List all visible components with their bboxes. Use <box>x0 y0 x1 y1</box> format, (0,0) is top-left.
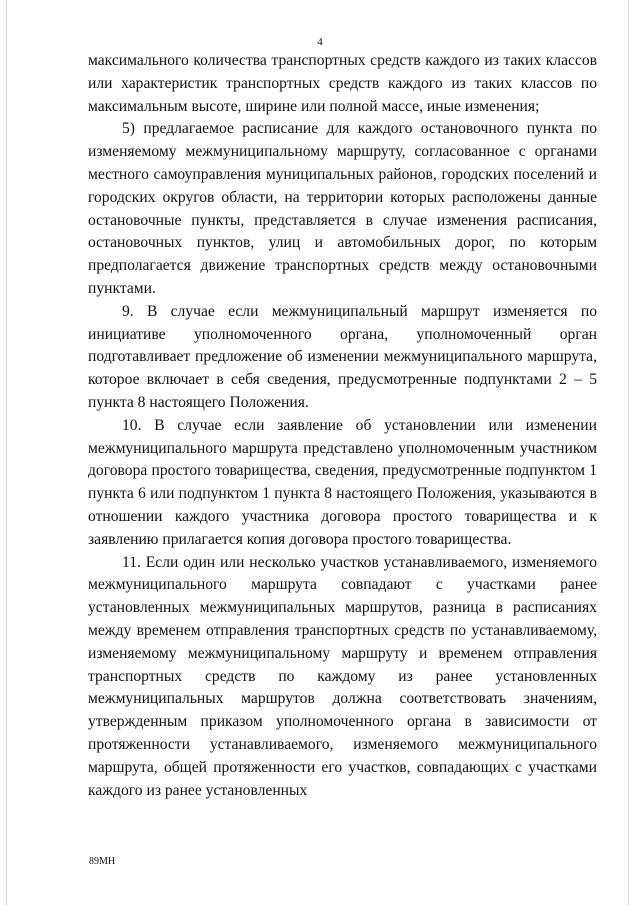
paragraph-item-10: 10. В случае если заявление об установлении или изменении межмуниципального маршрута представлено уполномоченным участником договора простого товарищества, сведения, предусмотренные подпунктом 1 пункта 6 или подпунктом 1 пункта 8 настоящего Положения, указываются в отношении каждого участника договора простого товарищества и к заявлению прилагается копия договора простого товарищества. <box>88 416 597 548</box>
paragraph-continuation: максимального количества транспортных средств каждого из таких классов или характеристик транспортных средств каждого из таких классов по максимальным высоте, ширине или полной массе, иные изменения; <box>88 52 597 115</box>
scan-edge-right <box>628 0 629 905</box>
scan-edge-left <box>6 0 7 905</box>
footer-document-code: 89МН <box>89 856 116 867</box>
paragraph-item-9: 9. В случае если межмуниципальный маршрут изменяется по инициативе уполномоченного органа, уполномоченный орган подготавливает предложение об изменении межмуниципального маршрута, которое включает в себя сведения, предусмотренные подпунктами 2 – 5 пункта 8 настоящего Положения. <box>88 302 597 411</box>
page-number: 4 <box>317 36 323 48</box>
document-body <box>88 50 597 802</box>
paragraph-subitem-5: 5) предлагаемое расписание для каждого остановочного пункта по изменяемому межмуниципальному маршруту, согласованное с органами местного самоуправления муниципальных районов, городских поселений и городских округов области, на территории которых расположены данные остановочные пункты, представляется в случае изменения расписания, остановочных пунктов, улиц и автомобильных дорог, по которым предполагается движение транспортных средств между остановочными пунктами. <box>88 120 597 297</box>
paragraph-item-11: 11. Если один или несколько участков устанавливаемого, изменяемого межмуниципального маршрута совпадают с участками ранее установленных межмуниципальных маршрутов, разница в расписаниях между временем отправления транспортных средств по устанавливаемому, изменяемому межмуниципальному маршруту и временем отправления транспортных средств по каждому из ранее установленных межмуниципальных маршрутов должна соответствовать значениям, утвержденным приказом уполномоченного органа в зависимости от протяженности устанавливаемого, изменяемого межмуниципального маршрута, общей протяженности его участков, совпадающих с участками каждого из ранее установленных <box>88 553 597 799</box>
